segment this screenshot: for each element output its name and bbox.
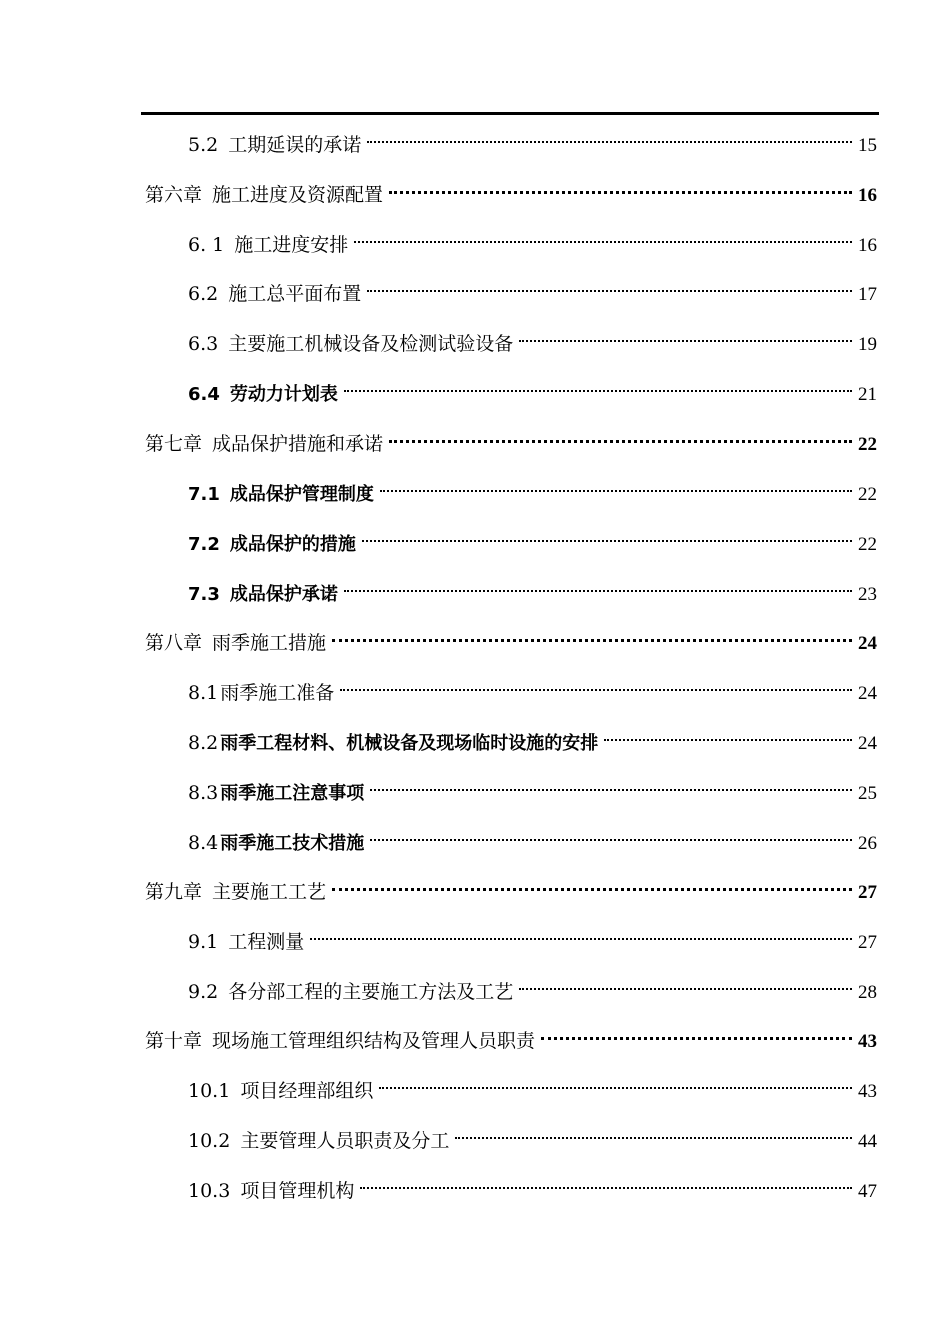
toc-entry-number: 6.4	[188, 384, 220, 405]
toc-entry-number: 8.1	[188, 682, 219, 704]
toc-entry-7-1[interactable]	[188, 470, 877, 505]
toc-page-number: 24	[858, 633, 877, 654]
toc-entry-number: 8.2	[188, 732, 219, 754]
toc-entry-title: 成品保护的措施	[229, 534, 356, 555]
toc-page-number: 24	[858, 683, 877, 704]
toc-entry-9-2[interactable]	[188, 968, 877, 1003]
toc-page-number: 16	[858, 235, 877, 256]
toc-leader-dots	[332, 868, 852, 898]
toc-chapter-title: 主要施工工艺	[212, 881, 327, 903]
toc-entry-title: 雨季施工准备	[220, 682, 335, 704]
toc-entry-number: 6. 1	[188, 234, 225, 256]
toc-page-number: 17	[858, 284, 877, 305]
toc-entry-title: 雨季施工技术措施	[220, 833, 365, 854]
toc-chapter-7[interactable]	[145, 420, 877, 455]
toc-entry-7-2[interactable]	[188, 520, 877, 555]
toc-page-number: 15	[858, 135, 877, 156]
toc-page-number: 19	[858, 334, 877, 355]
toc-entry-title: 主要施工机械设备及检测试验设备	[228, 333, 514, 355]
toc-page-number: 22	[858, 434, 877, 455]
toc-entry-7-3[interactable]	[188, 570, 877, 605]
toc-leader-dots	[370, 769, 852, 799]
toc-leader-dots	[604, 719, 852, 749]
toc-chapter-title: 现场施工管理组织结构及管理人员职责	[212, 1030, 536, 1052]
toc-entry-6-1[interactable]	[188, 221, 877, 256]
toc-chapter-10[interactable]	[145, 1017, 877, 1052]
toc-entry-number: 9.1	[188, 931, 219, 953]
toc-entry-title: 项目管理机构	[240, 1180, 355, 1202]
toc-leader-dots	[519, 320, 852, 350]
toc-entry-title: 雨季工程材料、机械设备及现场临时设施的安排	[220, 733, 599, 754]
toc-entry-6-4[interactable]	[188, 370, 877, 405]
toc-entry-number: 7.2	[188, 534, 220, 555]
toc-entry-10-3[interactable]	[188, 1167, 877, 1202]
toc-page-number: 21	[858, 384, 877, 405]
toc-entry-10-1[interactable]	[188, 1067, 877, 1102]
toc-entry-number: 5.2	[188, 134, 219, 156]
toc-entry-number: 9.2	[188, 981, 219, 1003]
toc-entry-title: 成品保护承诺	[229, 584, 338, 605]
toc-entry-number: 10.3	[188, 1180, 231, 1202]
toc-page-number: 28	[858, 982, 877, 1003]
toc-leader-dots	[310, 918, 852, 948]
toc-leader-dots	[362, 520, 852, 550]
toc-chapter-8[interactable]	[145, 619, 877, 654]
toc-leader-dots	[389, 171, 852, 201]
toc-page-number: 27	[858, 882, 877, 903]
toc-entry-6-3[interactable]	[188, 320, 877, 355]
toc-entry-number: 10.2	[188, 1130, 231, 1152]
toc-leader-dots	[380, 470, 852, 500]
toc-entry-title: 劳动力计划表	[229, 384, 338, 405]
toc-leader-dots	[389, 420, 852, 450]
toc-leader-dots	[354, 221, 852, 251]
toc-leader-dots	[344, 570, 852, 600]
toc-entry-title: 施工进度安排	[234, 234, 349, 256]
toc-leader-dots	[519, 968, 852, 998]
toc-chapter-6[interactable]	[145, 171, 877, 206]
toc-chapter-number: 第七章	[145, 433, 203, 455]
toc-chapter-title: 雨季施工措施	[212, 632, 327, 654]
toc-page-number: 43	[858, 1081, 877, 1102]
toc-entry-title: 成品保护管理制度	[229, 484, 374, 505]
toc-page-number: 47	[858, 1181, 877, 1202]
toc-page-number: 23	[858, 584, 877, 605]
toc-page-number: 22	[858, 484, 877, 505]
toc-entry-title: 工期延误的承诺	[228, 134, 362, 156]
toc-page-number: 24	[858, 733, 877, 754]
toc-entry-5-2[interactable]	[188, 121, 877, 156]
toc-leader-dots	[340, 669, 852, 699]
toc-entry-title: 施工总平面布置	[228, 283, 362, 305]
toc-entry-6-2[interactable]	[188, 270, 877, 305]
toc-page-number: 25	[858, 783, 877, 804]
toc-chapter-number: 第九章	[145, 881, 203, 903]
toc-entry-number: 8.3	[188, 782, 219, 804]
toc-entry-number: 8.4	[188, 832, 219, 854]
toc-page-number: 26	[858, 833, 877, 854]
toc-chapter-9[interactable]	[145, 868, 877, 903]
toc-entry-10-2[interactable]	[188, 1117, 877, 1152]
toc-chapter-title: 施工进度及资源配置	[212, 184, 384, 206]
toc-entry-8-2[interactable]	[188, 719, 877, 754]
toc-leader-dots	[367, 121, 852, 151]
toc-entry-8-3[interactable]	[188, 769, 877, 804]
toc-entry-number: 7.3	[188, 584, 220, 605]
toc-leader-dots	[367, 270, 852, 300]
toc-page-number: 22	[858, 534, 877, 555]
toc-chapter-number: 第十章	[145, 1030, 203, 1052]
toc-page-number: 16	[858, 185, 877, 206]
toc-leader-dots	[360, 1167, 852, 1197]
toc-leader-dots	[370, 819, 852, 849]
toc-entry-number: 10.1	[188, 1080, 231, 1102]
toc-entry-number: 7.1	[188, 484, 220, 505]
toc-entry-title: 各分部工程的主要施工方法及工艺	[228, 981, 514, 1003]
toc-chapter-title: 成品保护措施和承诺	[212, 433, 384, 455]
toc-page-number: 43	[858, 1031, 877, 1052]
toc-entry-title: 雨季施工注意事项	[220, 783, 365, 804]
toc-entry-8-4[interactable]	[188, 819, 877, 854]
toc-entry-8-1[interactable]	[188, 669, 877, 704]
toc-leader-dots	[332, 619, 852, 649]
toc-leader-dots	[541, 1017, 852, 1047]
toc-entry-9-1[interactable]	[188, 918, 877, 953]
toc-entry-title: 项目经理部组织	[240, 1080, 374, 1102]
toc-chapter-number: 第六章	[145, 184, 203, 206]
toc-leader-dots	[379, 1067, 852, 1097]
toc-page-number: 44	[858, 1131, 877, 1152]
toc-leader-dots	[455, 1117, 852, 1147]
toc-page-number: 27	[858, 932, 877, 953]
toc-entry-title: 工程测量	[228, 931, 305, 953]
toc-chapter-number: 第八章	[145, 632, 203, 654]
toc-entry-number: 6.2	[188, 283, 219, 305]
toc-entry-number: 6.3	[188, 333, 219, 355]
toc-leader-dots	[344, 370, 852, 400]
toc-entry-title: 主要管理人员职责及分工	[240, 1130, 450, 1152]
